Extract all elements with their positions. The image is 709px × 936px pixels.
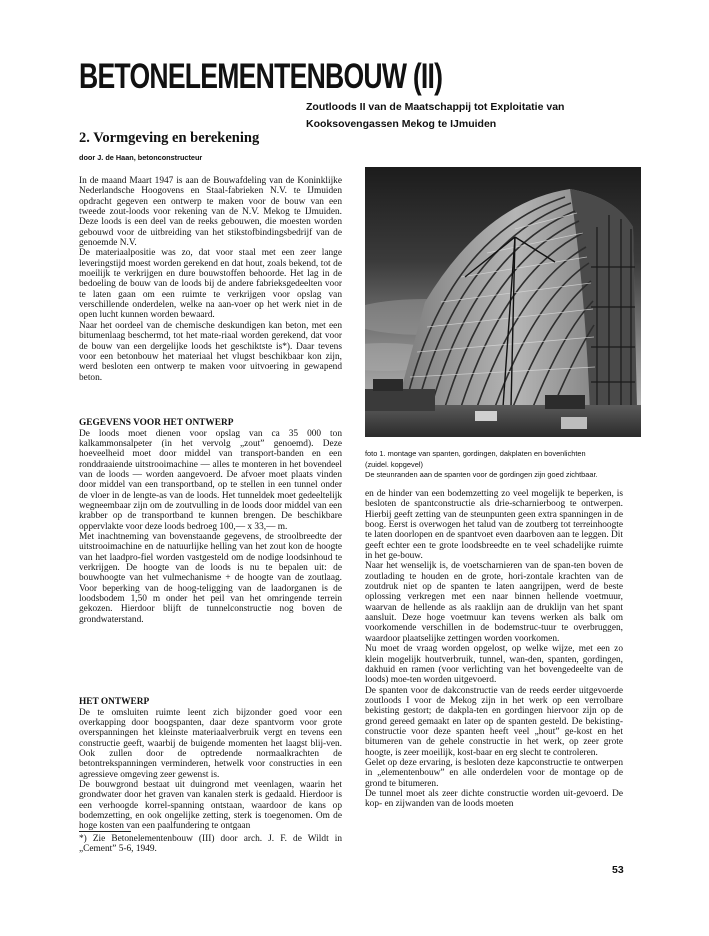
right-paragraph-5: Gelet op deze ervaring, is besloten deze kapconstructie te ontwerpen in „elementenbouw” en alle onderdelen voor de montage op de grond te bitumeren.: [365, 757, 623, 789]
caption-line-1: foto 1. montage van spanten, gordingen, dakplaten en bovenlichten: [365, 449, 586, 458]
construction-photo: [365, 167, 641, 437]
intro-paragraph-3: Naar het oordeel van de chemische deskundigen kan beton, met een bitumenlaag beschermd, tot het mate-riaal worden gerekend, dat voor de bouw van een dergelijke loods het geschiktste is*). Daar tevens voor een betonbouw het materiaal het vlugst beschikbaar kon zijn, werd besloten een ontwerp te maken voor uitvoering in gewapend beton.: [79, 320, 342, 383]
intro-paragraph-2: De materiaalpositie was zo, dat voor staal met een zeer lange leveringstijd moest worden gerekend en dat hout, zoals bekend, tot de moeilijk te verkrijgen en dure bouwstoffen behoorde. Het lag in de bedoeling de bouw van de loods bij de andere fabrieksgedeelten voor te laten gaan om een ruimte te verkrijgen voor opslag van verschillende onderdelen, welke na aan-voer op het werk niet in de open lucht kunnen worden bewaard.: [79, 248, 342, 321]
subtitle-line-2: Kooksovengassen Mekog te IJmuiden: [306, 117, 497, 130]
ontwerp-paragraph-1: De te omsluiten ruimte leent zich bijzonder goed voor een overkapping door boogspanten, daar deze spantvorm voor grote overspanningen het kleinste materiaalverbruik vergt en tevens een constructie geeft, waarbij de buigende momenten het laagst blij-ven. Ook zullen door de optredende normaalkrachten de betontrekspanningen verminderen, hetwelk voor constructies in een agressieve omgeving zeer gewenst is.: [79, 707, 342, 780]
right-paragraph-2: Naar het wenselijk is, de voetscharnieren van de span-ten boven de zoutlading te houden en de grote, hori-zontale krachten van de zoutdruk niet op de spanten te laten aangrijpen, werd de beste oplossing verkregen met een naar binnen hellende voetmuur, waarvan de hellende as als raaklijn aan de druklijn van het spant aansluit. Deze hoge voetmuur kan tevens werken als balk om voorkomende verschillen in de bodemstruc-tuur te overbruggen, waardoor plaatselijke zettingen worden voorkomen.: [365, 561, 623, 644]
footnote: *) Zie Betonelementenbouw (III) door arch. J. F. de Wildt in „Cement” 5-6, 1949.: [79, 834, 342, 855]
caption-line-2: (zuidel. kopgevel): [365, 459, 423, 469]
gegevens-paragraph-1: De loods moet dienen voor opslag van ca 35 000 ton kalkammonsalpeter (in het vervolg „zout” genoemd). Deze hoeveelheid moet door middel van transport-banden en een ronddraaiende uitstrooimachine — alles te monteren in het bovendeel van de loods — worden aangevoerd. De afvoer moet plaats vinden door middel van een transportband, op te stellen in een tunnel onder de vloer in de lengte-as van de loods. Het tunneldek moet gedeeltelijk wegneembaar zijn om de zoutvulling in de loods door middel van een krabber op de transportband te kunnen brengen. De beschikbare oppervlakte voor deze loods bedroeg 100,— x 33,— m.: [79, 428, 342, 532]
ontwerp-section: [79, 697, 342, 832]
photo-caption: [365, 449, 655, 481]
heading-gegevens: GEGEVENS VOOR HET ONTWERP: [79, 418, 234, 428]
article-subtitle: [306, 99, 626, 132]
intro-paragraph-1: In de maand Maart 1947 is aan de Bouwafdeling van de Koninklijke Nederlandsche Hoogovens en Staal-fabrieken N.V. te IJmuiden opdracht gegeven een ontwerp te maken voor de bouw van een tweede zout-loods voor rekening van de N.V. Mekog te IJmuiden. Deze loods is een deel van de reeks gebouwen, die moesten worden gebouwd voor de uitbreiding van het stikstofbindingsbedrijf van de genoemde N.V.: [79, 176, 342, 249]
article-title: BETONELEMENTENBOUW (II): [79, 57, 443, 96]
section-title: 2. Vormgeving en berekening: [79, 130, 260, 146]
footnote-rule: [79, 831, 131, 832]
caption-line-3: De steunranden aan de spanten voor de gordingen zijn goed zichtbaar.: [365, 470, 598, 479]
gegevens-section: [79, 418, 342, 625]
right-column-text: [365, 489, 623, 810]
byline: door J. de Haan, betonconstructeur: [79, 153, 203, 162]
gegevens-paragraph-2: Met inachtneming van bovenstaande gegevens, de stroolbreedte der uitstrooimachine en de natuurlijke helling van het zout kon de hoogte van het laadpro-fiel worden vastgesteld om de nodige loodsinhoud te verkrijgen. De hoogte van de loods is nu te bepalen uit: de bouwhoogte van het vulmechanisme + de hoogte van de zoutlaag. Voor beperking van de hoog-teligging van de laadorganen is de loodsbodem 1,50 m onder het peil van het omringende terrein gekozen. Hierdoor blijft de tunnelconstructie nog boven de grondwaterstand.: [79, 531, 342, 625]
ontwerp-paragraph-2: De bouwgrond bestaat uit duingrond met veenlagen, waarin het grondwater door het graven van kanalen sterk is gedaald. Hierdoor is een verhoogde korrel-spanning ontstaan, waardoor de kans op bodemzetting, en ook ongelijke zetting, sterk is toegenomen. Om de hoge kosten van een paalfundering te ontgaan: [79, 779, 342, 832]
right-paragraph-6: De tunnel moet als zeer dichte constructie worden uit-gevoerd. De kop- en zijwanden van de loods moeten: [365, 788, 623, 810]
intro-text: [79, 176, 342, 383]
right-paragraph-4: De spanten voor de dakconstructie van de reeds eerder uitgevoerde zoutloods I voor de Mekog zijn in het werk op een verrolbare bekisting gestort; de dakpla-ten en gordingen hiervoor zijn op de grond gereed gemaakt en later op de spanten gesteld. De bekisting-constructie voor deze spanten heeft veel „hout” ge-kost en het bitumeren van de gehele constructie in het werk, op zeer grote hoogte, is zeer moeilijk, kost-baar en erg slecht te controleren.: [365, 685, 623, 758]
page-number: 53: [612, 864, 624, 876]
right-paragraph-1: en de hinder van een bodemzetting zo veel mogelijk te beperken, is besloten de spantconstructie als drie-scharnierboog te ontwerpen. Hierbij geeft zetting van de steunpunten geen extra spanningen in de boog. Eerst is overwogen het talud van de zoutberg tot terreinhoogte te laten doorlopen en de spantvoet even daarboven aan te leggen. Dit geeft echter een te grote loodsbreedte en te veel schadelijke ruimte in het ge-bouw.: [365, 489, 623, 562]
subtitle-line-1: Zoutloods II van de Maatschappij tot Exploitatie van: [306, 101, 565, 113]
right-paragraph-3: Nu moet de vraag worden opgelost, op welke wijze, met een zo klein mogelijk houtverbruik, tunnel, wan-den, spanten, gordingen, dakhuid en ramen (voor verlichting van het bovengedeelte van de loods) moe-ten worden uitgevoerd.: [365, 644, 623, 686]
heading-ontwerp: HET ONTWERP: [79, 697, 150, 707]
